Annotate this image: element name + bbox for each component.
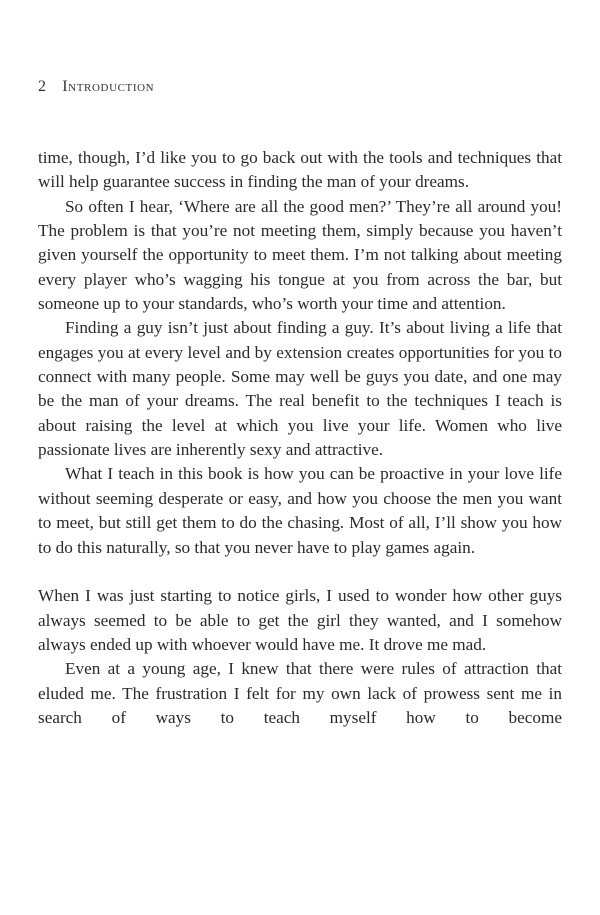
paragraph: So often I hear, ‘Where are all the good men?’ They’re all around you! The problem is that you’re not meeting them, simply because you haven’t given yourself the opportunity to meet them. I’m not talking about meeting every player who’s wagging his tongue at you from across the bar, but someone up to your standards, who’s worth your time and attention. (38, 196, 562, 314)
running-head (38, 78, 154, 96)
page-number: 2 (38, 78, 47, 95)
body-text (38, 146, 562, 730)
paragraph-continued: time, though, I’d like you to go back out with the tools and techniques that will help guarantee success in finding the man of your dreams. (38, 148, 562, 192)
paragraph: Finding a guy isn’t just about finding a guy. It’s about living a life that engages you at every level and by extension creates opportunities for you to connect with many people. Some may well be guys you date, and one may be the man of your dreams. The real benefit to the techniques I teach is about raising the level at which you live your life. Women who live passionate lives are inherently sexy and attractive. (38, 318, 562, 460)
paragraph: Even at a young age, I knew that there were rules of attraction that eluded me. The frustration I felt for my own lack of prowess sent me in search of ways to teach myself how to become (38, 659, 562, 727)
paragraph: What I teach in this book is how you can be proactive in your love life without seeming desperate or easy, and how you choose the men you want to meet, but still get them to do the chasing. Most of all, I’ll show you how to do this naturally, so that you never have to play games again. (38, 464, 562, 557)
section-break (38, 560, 562, 584)
paragraph-section-start: When I was just starting to notice girls, I used to wonder how other guys always seemed to be able to get the girl they wanted, and I somehow always ended up with whoever would have me. It drove me mad. (38, 586, 562, 654)
chapter-title: Introduction (62, 78, 155, 95)
